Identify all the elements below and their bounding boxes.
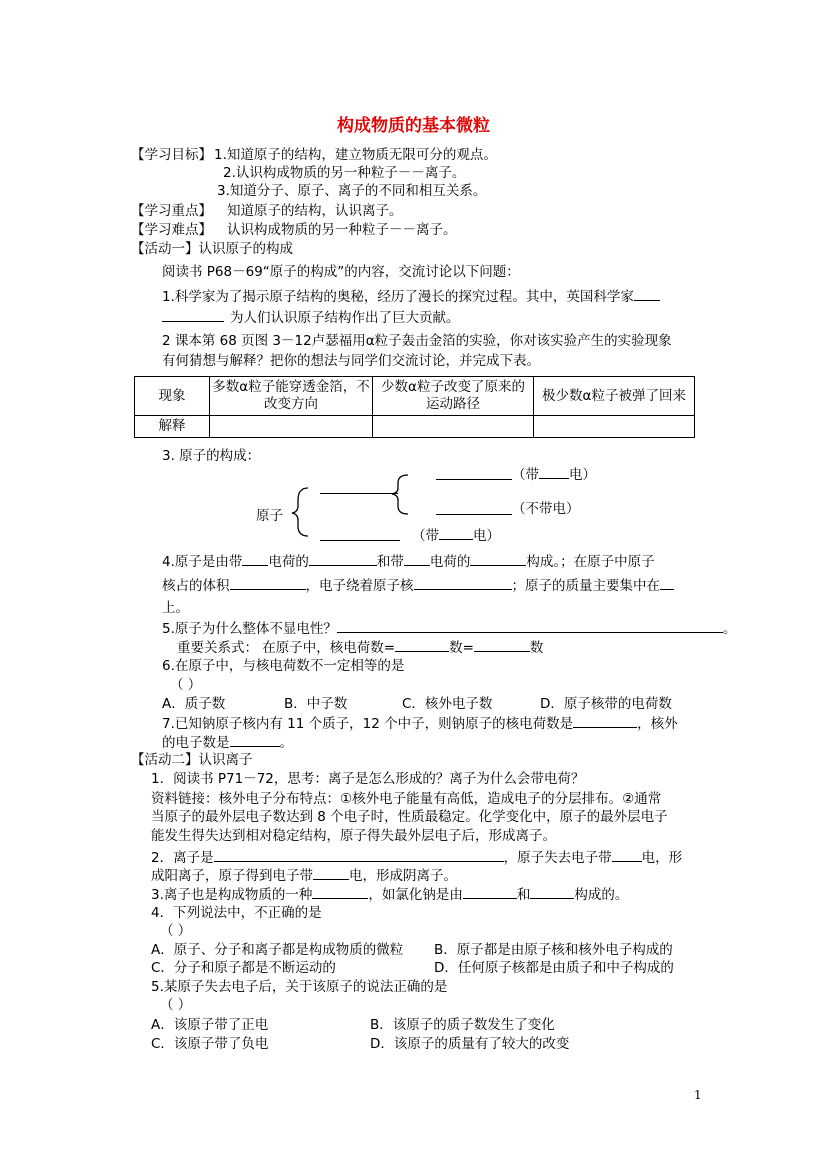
p5-text: 5.某原子失去电子后，关于该原子的说法正确的是 — [151, 979, 448, 995]
q7-line1 — [162, 714, 678, 733]
goal-item: 2.认识构成物质的另一种粒子－－离子。 — [223, 165, 466, 181]
difficulty-text: 认识构成物质的另一种粒子－－离子。 — [227, 222, 457, 238]
q1-line1 — [162, 287, 660, 306]
table-row — [135, 377, 695, 416]
brace-diagram — [290, 470, 410, 540]
blank[interactable] — [242, 552, 268, 566]
table-cell: 解释 — [135, 416, 210, 438]
p3-text: ，如氯化钠是由 — [368, 887, 463, 903]
key-point-label: 【学习重点】 — [131, 203, 212, 219]
blank[interactable] — [404, 552, 430, 566]
answer-paren[interactable]: （ ） — [160, 997, 192, 1013]
p2-line2 — [151, 866, 457, 885]
goal-item: 1.知道原子的结构，建立物质无限可分的观点。 — [214, 147, 497, 163]
p4-option[interactable]: C．分子和原子都是不断运动的 — [151, 960, 336, 976]
difficulty-label: 【学习难点】 — [131, 222, 212, 238]
q4-text: 4.原子是由带 — [162, 554, 243, 570]
charge-open: （带 — [412, 528, 439, 544]
observation-table — [134, 376, 695, 438]
p3-text: 和 — [516, 887, 531, 903]
table-cell: 多数α粒子能穿透金箔，不改变方向 — [210, 377, 373, 416]
relation-text: 重要关系式： 在原子中，核电荷数= — [177, 640, 396, 656]
activity2-heading — [131, 751, 253, 769]
goal-item: 3.知道分子、原子、离子的不同和相互关系。 — [217, 183, 487, 199]
q7-text: ，核外 — [637, 716, 678, 732]
q1-line2 — [162, 308, 460, 327]
p2-text: 成阳离子，原子得到电子带 — [151, 868, 313, 884]
goals-label: 【学习目标】 — [131, 147, 212, 163]
q2-line2: 有何猜想与解释？把你的想法与同学们交流讨论，并完成下表。 — [162, 353, 540, 369]
p2-text: 电，形 — [641, 850, 683, 866]
table-cell[interactable] — [373, 416, 534, 438]
answer-paren[interactable]: （ ） — [170, 677, 202, 693]
link-line: 能发生得失达到相对稳定结构，原子得失最外层电子后，形成离子。 — [151, 828, 556, 844]
neutral-label: （不带电） — [512, 501, 580, 517]
q4-line2 — [162, 576, 674, 595]
q7-line2 — [162, 733, 293, 752]
q4-line3: 上。 — [162, 600, 189, 616]
table-cell: 现象 — [135, 377, 210, 416]
page-number: 1 — [694, 1088, 702, 1102]
p3-line — [151, 885, 628, 904]
activity2-p1: 1．阅读书 P71－72，思考：离子是怎么形成的？离子为什么会带电荷？ — [151, 771, 585, 787]
blank[interactable] — [463, 885, 517, 899]
atom-label: 原子 — [256, 508, 283, 524]
blank[interactable] — [436, 514, 512, 515]
q7-text: 的电子数是 — [162, 735, 230, 751]
q1-text: 1.科学家为了揭示原子结构的奥秘，经历了漫长的探究过程。其中，英国科学家 — [162, 289, 634, 305]
q6-option[interactable]: D．原子核带的电荷数 — [540, 696, 672, 712]
answer-paren[interactable]: （ ） — [160, 923, 192, 939]
blank[interactable] — [414, 576, 512, 590]
blank[interactable] — [573, 714, 637, 728]
q4-text: 电荷的 — [429, 554, 471, 570]
table-cell: 极少数α粒子被弹了回来 — [534, 377, 695, 416]
table-row — [135, 416, 695, 438]
relation-line — [177, 638, 543, 657]
blank[interactable] — [320, 540, 400, 541]
blank[interactable] — [470, 552, 526, 566]
blank[interactable] — [436, 479, 512, 480]
page-title: 构成物质的基本微粒 — [337, 116, 490, 136]
blank[interactable] — [320, 493, 398, 494]
q4-text: 电荷的 — [268, 554, 309, 570]
relation-text: 数= — [449, 640, 474, 656]
blank[interactable] — [313, 866, 349, 880]
q6-option[interactable]: B．中子数 — [284, 696, 348, 712]
q4-text: 核占的体积 — [162, 578, 230, 594]
outer-brace-icon — [292, 488, 308, 536]
p5-option[interactable]: D．该原子的质量有了较大的改变 — [370, 1036, 570, 1052]
q4-text: ；原子的质量主要集中在 — [511, 578, 660, 594]
q4-text: ，电子绕着原子核 — [305, 578, 414, 594]
q7-text: 7.已知钠原子核内有 11 个质子，12 个中子，则钠原子的核电荷数是 — [162, 716, 574, 732]
blank[interactable] — [337, 619, 723, 633]
activity2-label: 【活动二】 — [131, 752, 199, 768]
q5-text: 5.原子为什么整体不显电性？ — [162, 621, 337, 637]
q4-text: 和带 — [376, 554, 404, 570]
p4-option[interactable]: D．任何原子核都是由质子和中子构成的 — [434, 960, 674, 976]
blank[interactable] — [214, 848, 504, 862]
table-cell[interactable] — [534, 416, 695, 438]
activity1-intro: 阅读书 P68－69“原子的构成”的内容，交流讨论以下问题： — [162, 264, 520, 280]
blank[interactable] — [312, 885, 368, 899]
charge-label — [512, 465, 596, 484]
charge-label — [412, 526, 500, 545]
charge-open: （带 — [512, 467, 539, 483]
charge-close: 电） — [473, 528, 500, 544]
q3-text: 3. 原子的构成： — [162, 448, 261, 464]
q4-text: 构成。；在原子中原子 — [526, 554, 655, 570]
q5-end: 。 — [722, 621, 737, 637]
q5-line — [162, 619, 736, 638]
q1-text: 为人们认识原子结构作出了巨大贡献。 — [230, 310, 460, 326]
p5-option[interactable]: B．该原子的质子数发生了变化 — [370, 1017, 555, 1033]
q2-line1: 2 课本第 68 页图 3－12卢瑟福用α粒子轰击金箔的实验，你对该实验产生的实验现象 — [162, 333, 672, 349]
blank[interactable] — [230, 576, 306, 590]
blank[interactable] — [660, 576, 674, 590]
q6-option[interactable]: C．核外电子数 — [402, 696, 493, 712]
p5-option[interactable]: A．该原子带了正电 — [151, 1017, 269, 1033]
q4-line1 — [162, 552, 655, 571]
blank[interactable] — [309, 552, 377, 566]
p2-line1 — [151, 848, 682, 867]
link-line: 资料链接：核外电子分布特点：①核外电子能量有高低，造成电子的分层排布。②通常 — [151, 791, 662, 807]
p5-option[interactable]: C．该原子带了负电 — [151, 1036, 269, 1052]
table-cell: 少数α粒子改变了原来的运动路径 — [373, 377, 534, 416]
blank[interactable] — [395, 638, 449, 652]
blank[interactable] — [474, 638, 530, 652]
activity1-title: 认识原子的构成 — [198, 241, 293, 257]
relation-text: 数 — [529, 640, 544, 656]
key-point-text: 知道原子的结构，认识离子。 — [227, 203, 403, 219]
blank[interactable] — [634, 287, 660, 301]
p3-text: 3.离子也是构成物质的一种 — [151, 887, 313, 903]
blank[interactable] — [530, 885, 574, 899]
blank[interactable] — [539, 465, 569, 479]
blank[interactable] — [612, 848, 642, 862]
p4-text: 4．下列说法中，不正确的是 — [151, 905, 322, 921]
p2-text: 电，形成阴离子。 — [349, 868, 457, 884]
p4-option[interactable]: A．原子、分子和离子都是构成物质的微粒 — [151, 942, 404, 958]
p3-text: 构成的。 — [574, 887, 629, 903]
blank[interactable] — [230, 733, 280, 747]
link-line: 当原子的最外层电子数达到 8 个电子时，性质最稳定。化学变化中，原子的最外层电子 — [151, 809, 668, 825]
activity1-label: 【活动一】 — [131, 241, 199, 257]
q6-text: 6.在原子中，与核电荷数不一定相等的是 — [162, 658, 405, 674]
p2-text: ，原子失去电子带 — [503, 850, 612, 866]
blank[interactable] — [162, 308, 224, 322]
table-cell[interactable] — [210, 416, 373, 438]
inner-brace-icon — [392, 475, 408, 514]
q7-text: 。 — [279, 735, 293, 751]
activity2-title: 认识离子 — [198, 752, 253, 768]
p2-text: 2．离子是 — [151, 850, 214, 866]
blank[interactable] — [439, 526, 473, 540]
p4-option[interactable]: B．原子都是由原子核和核外电子构成的 — [434, 942, 673, 958]
q6-option[interactable]: A．质子数 — [162, 696, 226, 712]
activity1-heading — [131, 240, 293, 258]
charge-close: 电） — [569, 467, 596, 483]
